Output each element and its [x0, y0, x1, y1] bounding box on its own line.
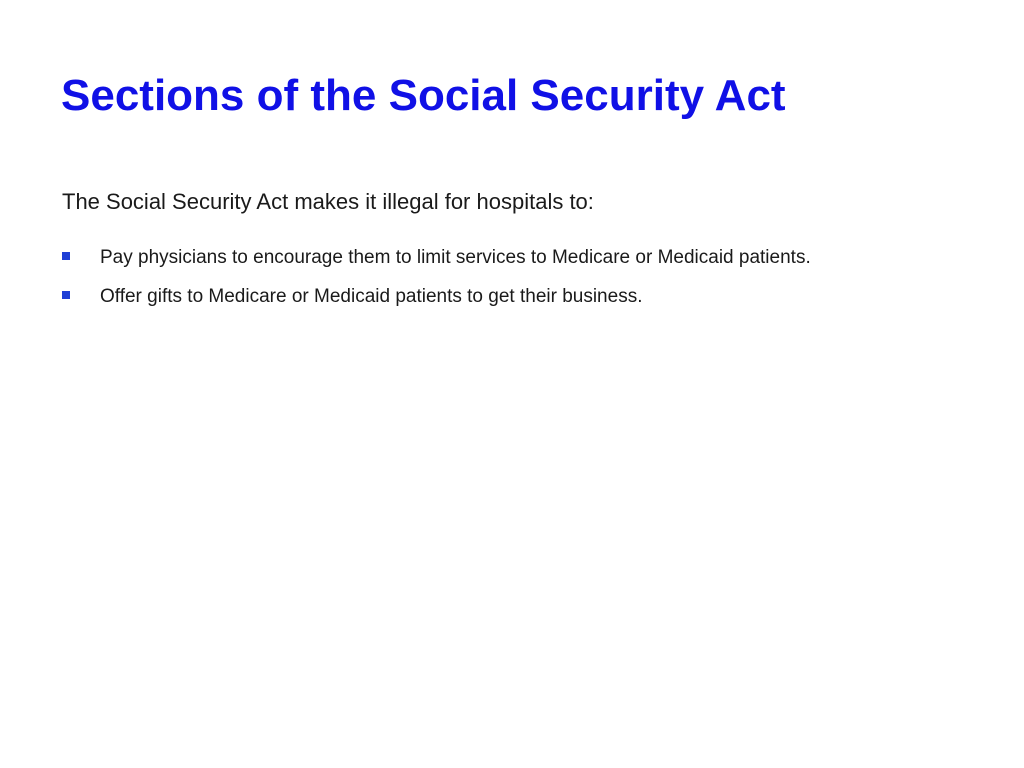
bullet-text: Offer gifts to Medicare or Medicaid patients to get their business.	[100, 286, 643, 307]
square-bullet-icon	[62, 252, 70, 260]
intro-text: The Social Security Act makes it illegal for hospitals to:	[62, 189, 594, 214]
list-item	[62, 281, 942, 312]
bullet-text: Pay physicians to encourage them to limit services to Medicare or Medicaid patients.	[100, 247, 811, 268]
list-item	[62, 242, 942, 273]
bullet-list	[62, 242, 942, 320]
slide-title: Sections of the Social Security Act	[61, 71, 786, 120]
square-bullet-icon	[62, 291, 70, 299]
